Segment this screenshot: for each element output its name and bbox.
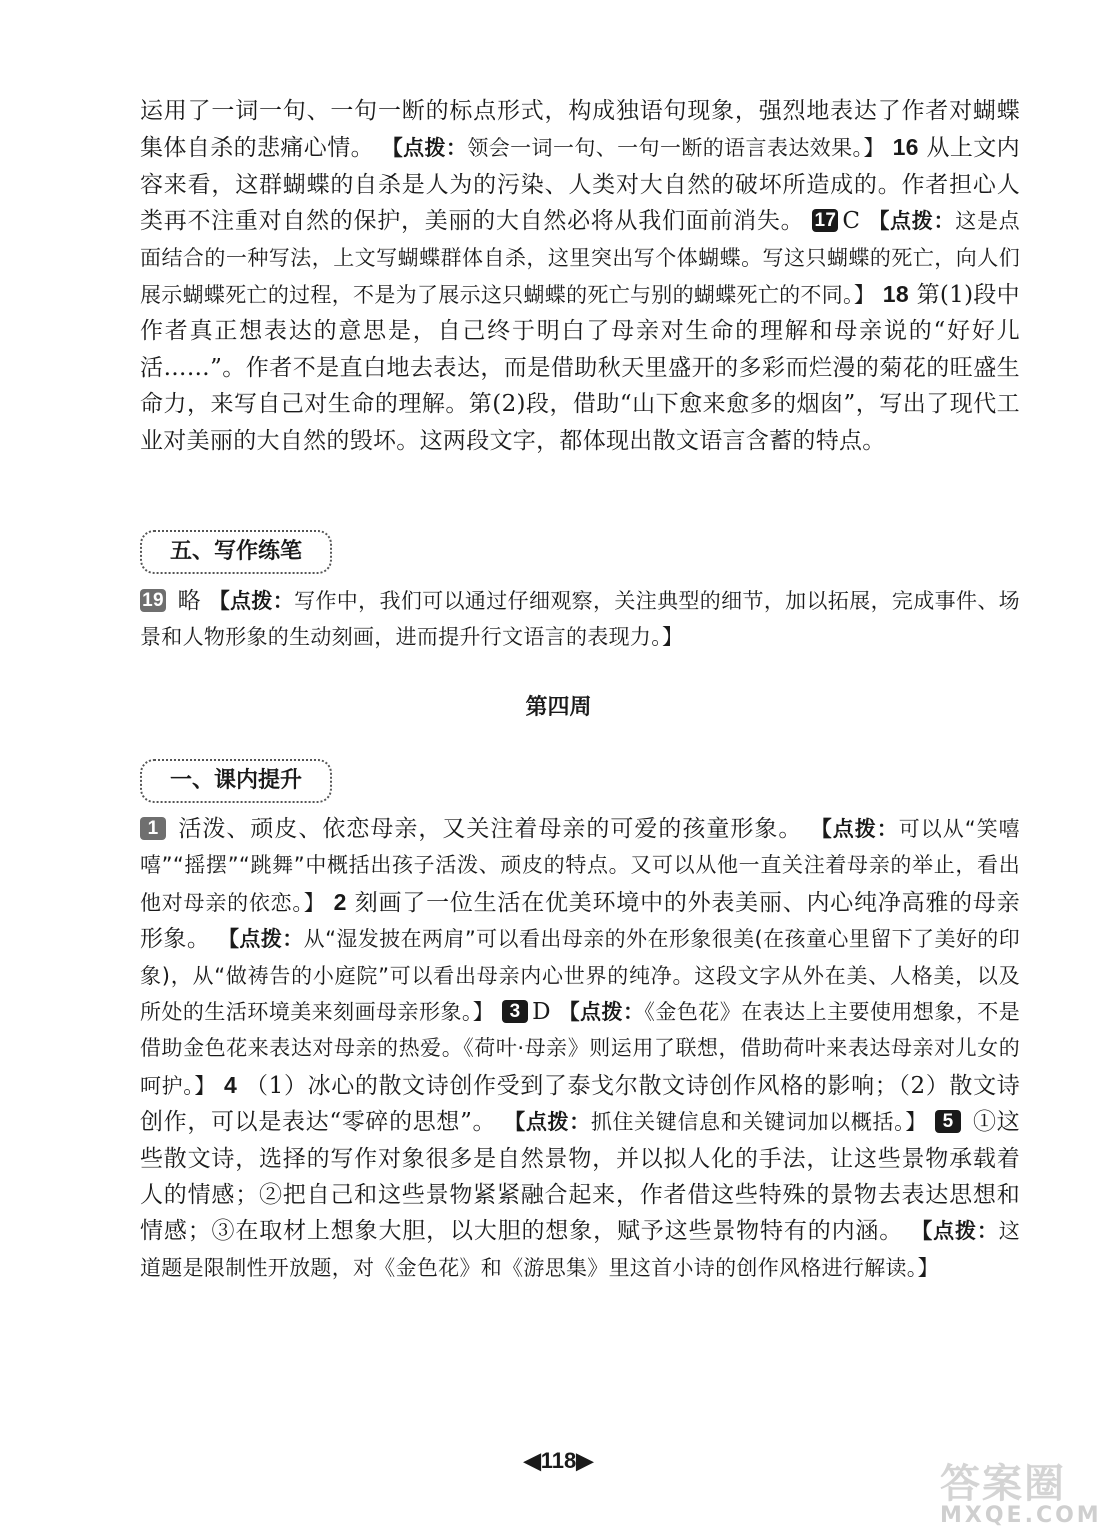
hint-2: 【点拨：从“湿发披在两肩”可以看出母亲的外在形象很美(在孩童心里留下了美好的印象)，从“做祷告的小庭院”可以看出母亲内心世界的纯净。这段文字从外在美、人格美，以及所处的生活环境美来刻画母亲形象。】 [140,927,1021,1025]
answer-18-text: 第(1)段中作者真正想表达的意思是，自己终于明白了母亲对生命的理解和母亲说的“好好儿活……”。作者不是直白地去表达，而是借助秋天里盛开的多彩而烂漫的菊花的旺盛生命力，来写自己对生命的理解。第(2)段，借助“山下愈来愈多的烟囱”，写出了现代工业对美丽的大自然的毁坏。这两段文字，都体现出散文语言含蓄的特点。 [140,282,1020,454]
question-number-5: 5 [935,1110,961,1133]
answer-block-15-18 [140,93,1020,459]
watermark-title: 答案圈 [940,1461,1066,1507]
section-heading-class: 一、课内提升 [140,759,332,803]
hint-19: 【点拨：写作中，我们可以通过仔细观察，关注典型的细节，加以拓展，完成事件、场景和人物形象的生动刻画，进而提升行文语言的表现力。】 [140,589,1020,650]
question-number-16: 16 [892,134,919,161]
hint-5: 【点拨：这道题是限制性开放题，对《金色花》和《游思集》里这首小诗的创作风格进行解读。】 [140,1219,1020,1280]
question-number-3: 3 [502,1000,528,1023]
question-number-17: 17 [812,209,838,232]
question-number-4: 4 [224,1071,238,1098]
question-number-18: 18 [882,281,909,308]
answer-1-text: 活泼、顽皮、依恋母亲，又关注着母亲的可爱的孩童形象。 [178,816,803,842]
answer-17-choice: C [842,208,861,235]
answer-16-text: 从上文内容来看，这群蝴蝶的自杀是人为的污染、人类对大自然的破坏所造成的。作者担心人类再不注重对自然的保护，美丽的大自然必将从我们面前消失。 [140,135,1020,235]
hint-4: 【点拨：抓住关键信息和关键词加以概括。】 [504,1110,928,1135]
page-number: ◀118▶ [523,1448,594,1473]
answer-19-text: 略 [177,588,202,614]
answer-15-text: 运用了一词一句、一句一断的标点形式，构成独语句现象，强烈地表达了作者对蝴蝶集体自杀的悲痛心情。 [140,98,1020,162]
week-title: 第四周 [525,694,592,720]
section-heading-writing: 五、写作练笔 [140,530,332,574]
hint-1: 【点拨：可以从“笑嘻嘻”“摇摆”“跳舞”中概括出孩子活泼、顽皮的特点。又可以从他一直关注着母亲的举止，看出他对母亲的依恋。】 [140,817,1020,915]
question-number-2: 2 [333,888,347,915]
hint-3: 【点拨：《金色花》在表达上主要使用想象，不是借助金色花来表达对母亲的热爱。《荷叶·母亲》则运用了联想，借助荷叶来表达母亲对儿女的呵护。】 [140,1000,1020,1098]
answer-3-choice: D [532,999,551,1026]
hint-17: 【点拨：这是点面结合的一种写法，上文写蝴蝶群体自杀，这里突出写个体蝴蝶。写这只蝴蝶的死亡，向人们展示蝴蝶死亡的过程，不是为了展示这只蝴蝶的死亡与别的蝴蝶死亡的不同。】 [140,209,1020,308]
answer-5-text: ①这些散文诗，选择的写作对象很多是自然景物，并以拟人化的手法，让这些景物承载着人的情感；②把自己和这些景物紧紧融合起来，作者借这些特殊的景物去表达思想和情感；③在取材上想象大胆，以大胆的想象，赋予这些景物特有的内涵。 [140,1109,1020,1245]
watermark-logo [940,1452,1110,1532]
hint-15: 【点拨：领会一词一句、一句一断的语言表达效果。】 [381,136,885,161]
question-number-1: 1 [140,817,166,840]
answer-2-text: 刻画了一位生活在优美环境中的外表美丽、内心纯净高雅的母亲形象。 [140,889,1020,953]
watermark-url: MXQE.COM [940,1503,1102,1528]
question-number-19: 19 [140,589,166,612]
answer-4-text: （1）冰心的散文诗创作受到了泰戈尔散文诗创作风格的影响；（2）散文诗创作，可以是表达“零碎的思想”。 [140,1072,1020,1136]
answer-block-19 [140,583,1020,656]
answer-block-1-5 [140,811,1020,1286]
